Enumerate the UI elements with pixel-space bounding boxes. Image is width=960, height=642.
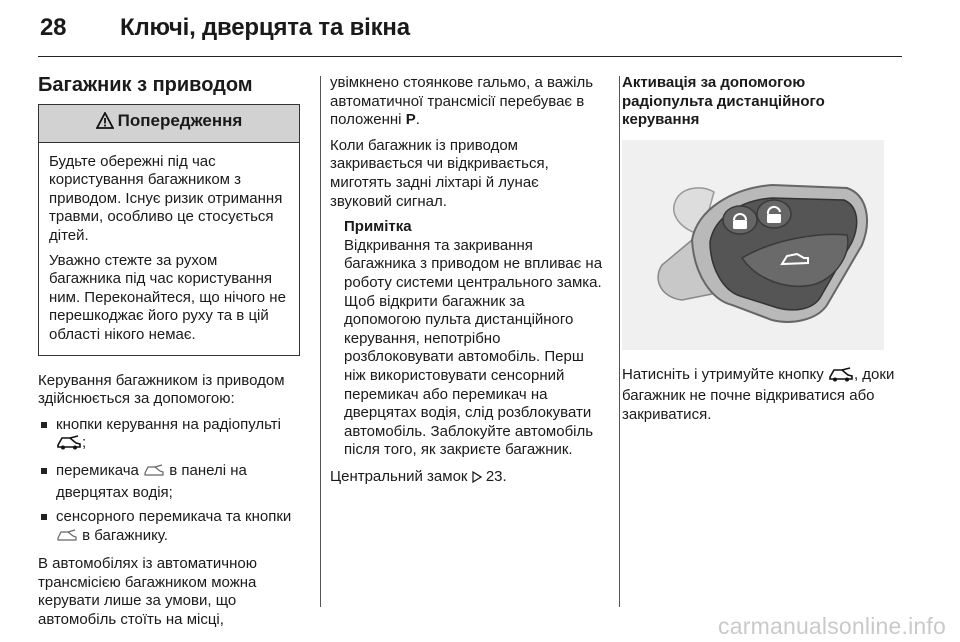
car-trunk-icon — [143, 464, 165, 484]
list-item — [38, 462, 300, 502]
paragraph: Натисніть і утримуйте кнопку , доки багажник не почне відкриватися або закриватися. — [622, 365, 895, 423]
car-trunk-icon — [828, 366, 854, 388]
warning-title: Попередження — [117, 111, 243, 130]
xref-page: 23. — [485, 467, 507, 485]
section-title: Багажник з приводом — [38, 74, 253, 96]
paragraph: В автомобілях із автоматичною трансмісією багажником можна керувати лише за умови, що автомобіль стоїть на місці, — [38, 555, 257, 629]
warning-paragraph: Уважно стежте за рухом багажника під час користування ним. Переконайтеся, що нічого не перешкоджає його руху та в цій області нікого немає. — [49, 251, 286, 343]
list-item-text: сенсорного перемикача та кнопки — [56, 508, 292, 526]
page-title: Ключі, дверцята та вікна — [120, 14, 410, 41]
subsection-heading: Активація за допомогою радіопульта дистанційного керування — [622, 74, 825, 129]
list-item-text: перемикача — [56, 461, 139, 479]
warning-triangle-icon — [96, 112, 114, 134]
list-item-text: кнопки керування на радіопульті — [56, 415, 281, 433]
warning-paragraph: Будьте обережні під час користування багажником з приводом. Існує ризик отримання травми, особливо це стосується дітей. — [49, 152, 283, 244]
note-block — [344, 218, 604, 460]
xref-triangle-icon — [472, 470, 482, 489]
warning-body — [39, 143, 299, 355]
column-divider — [320, 76, 321, 607]
column-divider — [619, 76, 620, 607]
note-body: Відкривання та закривання багажника з приводом не впливає на роботу системи центрального замка. Щоб відкрити багажник за допомогою пульта дистанційного керування, непотрібно розблоковувати автомобіль. Перш ніж використовувати сенсорний перемикач або перемикач на дверцятах водія, слід розблокувати автомобіль. Заблокуйте автомобіль після того, як закриєте багажник. — [344, 236, 603, 459]
column-1 — [38, 74, 300, 637]
watermark: carmanualsonline.info — [718, 613, 946, 639]
list-item — [38, 416, 300, 456]
warning-box — [38, 104, 300, 356]
list-item — [38, 508, 300, 548]
xref-text: Центральний замок — [330, 467, 468, 485]
list-item-text: ; — [82, 434, 87, 452]
column-3 — [622, 74, 904, 432]
column-2 — [330, 74, 604, 495]
header-rule — [38, 56, 902, 57]
paragraph: увімкнено стоянкове гальмо, а важіль автоматичної трансмісії перебуває в положенні P. — [330, 74, 594, 129]
page-number: 28 — [40, 14, 67, 41]
gear-position-p: P — [405, 111, 416, 129]
warning-header — [39, 105, 299, 143]
paragraph: Коли багажник із приводом закривається чи відкривається, миготять задні ліхтарі й лунає звуковий сигнал. — [330, 136, 549, 210]
car-trunk-icon — [56, 434, 82, 456]
page-header — [40, 14, 410, 42]
remote-key-illustration — [622, 140, 884, 350]
car-trunk-icon — [56, 529, 78, 549]
intro-paragraph: Керування багажником із приводом здійснюється за допомогою: — [38, 371, 285, 408]
note-title: Примітка — [344, 218, 412, 236]
control-list — [38, 416, 300, 549]
list-item-text: в панелі на дверцятах водія; — [56, 461, 247, 501]
cross-reference[interactable] — [330, 468, 604, 489]
list-item-text: в багажнику. — [82, 526, 168, 544]
